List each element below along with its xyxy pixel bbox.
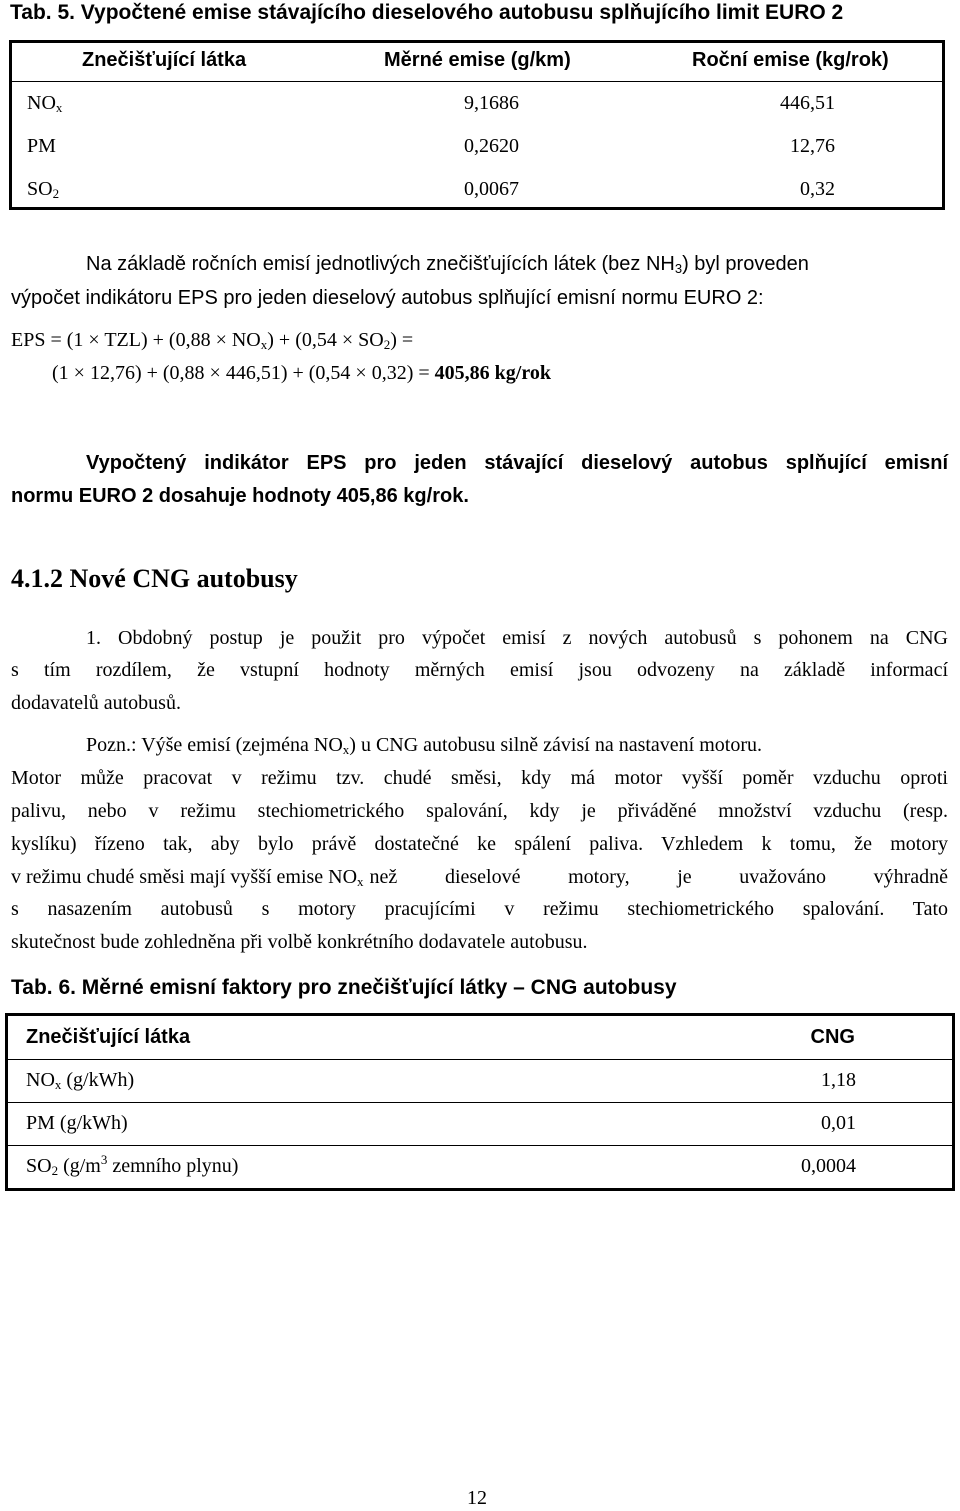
note-line2: Motor může pracovat v režimu tzv. chudé směsi, kdy má motor vyšší poměr vzduchu oproti — [11, 767, 948, 789]
note-line3: palivu, nebo v režimu stechiometrického spalování, kdy je přiváděné množství vzduchu (resp. — [11, 800, 948, 822]
conclusion-line1: Vypočtený indikátor EPS pro jeden stávající dieselový autobus splňující emisní — [86, 452, 948, 474]
para2-line1: 1. Obdobný postup je použit pro výpočet emisí z nových autobusů s pohonem na CNG — [86, 627, 948, 649]
para2-line2: s tím rozdílem, že vstupní hodnoty měrných emisí jsou odvozeny na základě informací — [11, 659, 948, 681]
table5-row-so2-annual: 0,32 — [800, 178, 835, 200]
note-line7: skutečnost bude zohledněna při volbě konkrétního dodavatele autobusu. — [11, 931, 588, 953]
table6-header-cng: CNG — [810, 1026, 855, 1048]
table5-caption: Tab. 5. Vypočtené emise stávajícího dieselového autobusu splňujícího limit EURO 2 — [10, 1, 844, 24]
table5-row-so2-specific: 0,0067 — [464, 178, 519, 200]
table5-header-divider — [12, 81, 942, 82]
page-number: 12 — [467, 1487, 487, 1509]
note-line1: Pozn.: Výše emisí (zejména $NO_x$) u CNG autobusu silně závisí na nastavení motoru. — [86, 734, 763, 757]
table6-row-so2-pollutant: $SO_2$ ($g/m^3$ zemního plynu) — [26, 1152, 239, 1178]
table5-row-nox-pollutant: $NO_x$ — [27, 92, 63, 115]
table6-divider-3 — [8, 1145, 952, 1146]
table5-header-specific: Měrné emise (g/km) — [384, 49, 571, 71]
table6-row-pm-pollutant: PM (g/kWh) — [26, 1112, 128, 1134]
table5-header-pollutant: Znečišťující látka — [82, 49, 247, 71]
table5-row-pm-pollutant: PM — [27, 135, 56, 157]
table5 — [9, 40, 945, 210]
table6-caption: Tab. 6. Měrné emisní faktory pro znečišťující látky – CNG autobusy — [11, 976, 677, 999]
table6-row-nox-pollutant: $NO_x$ (g/kWh) — [26, 1069, 135, 1092]
table5-row-nox-annual: 446,51 — [780, 92, 835, 114]
note-line6: s nasazením autobusů s motory pracujícími v režimu stechiometrického spalování. Tato — [11, 898, 948, 920]
table5-header-annual: Roční emise (kg/rok) — [692, 49, 889, 71]
formula-line1: EPS = $(1 \times TZL) + (0,88 \times NO_x) + (0,54 \times SO_2)$ = — [11, 329, 414, 352]
conclusion-line2: normu EURO 2 dosahuje hodnoty 405,86 kg/rok. — [11, 485, 469, 507]
note-line5-end: než dieselové motory, je uvažováno výhradně — [369, 866, 948, 888]
note-line4: kyslíku) řízeno tak, aby bylo právě dostatečné ke spálení paliva. Vzhledem k tomu, že motory — [11, 833, 948, 855]
para2-line3: dodavatelů autobusů. — [11, 692, 181, 714]
table6-row-pm-value: 0,01 — [821, 1112, 856, 1134]
section-heading: 4.1.2 Nové CNG autobusy — [11, 564, 298, 593]
table6-row-nox-value: 1,18 — [821, 1069, 856, 1091]
table5-row-so2-pollutant: $SO_2$ — [27, 178, 60, 201]
para1-line2: výpočet indikátoru EPS pro jeden dieselový autobus splňující emisní normu EURO 2: — [11, 287, 764, 309]
table5-row-pm-annual: 12,76 — [790, 135, 835, 157]
table6-divider-1 — [8, 1059, 952, 1060]
table5-row-nox-specific: 9,1686 — [464, 92, 519, 114]
table6-divider-2 — [8, 1102, 952, 1103]
table6-row-so2-value: 0,0004 — [801, 1155, 856, 1177]
table5-row-pm-specific: 0,2620 — [464, 135, 519, 157]
table6 — [5, 1013, 955, 1191]
formula-line2: (1 × 12,76) + (0,88 × 446,51) + (0,54 × 0,32) = 405,86 kg/rok — [52, 362, 551, 384]
formula-result: 405,86 kg/rok — [434, 362, 551, 384]
para1-line1: Na základě ročních emisí jednotlivých znečišťujících látek (bez $NH_3$) byl proveden — [86, 253, 809, 276]
note-line5-start: v režimu chudé směsi mají vyšší emise $NO_x$ — [11, 866, 364, 889]
note-line5 — [11, 866, 948, 889]
table6-header-pollutant: Znečišťující látka — [26, 1026, 191, 1048]
